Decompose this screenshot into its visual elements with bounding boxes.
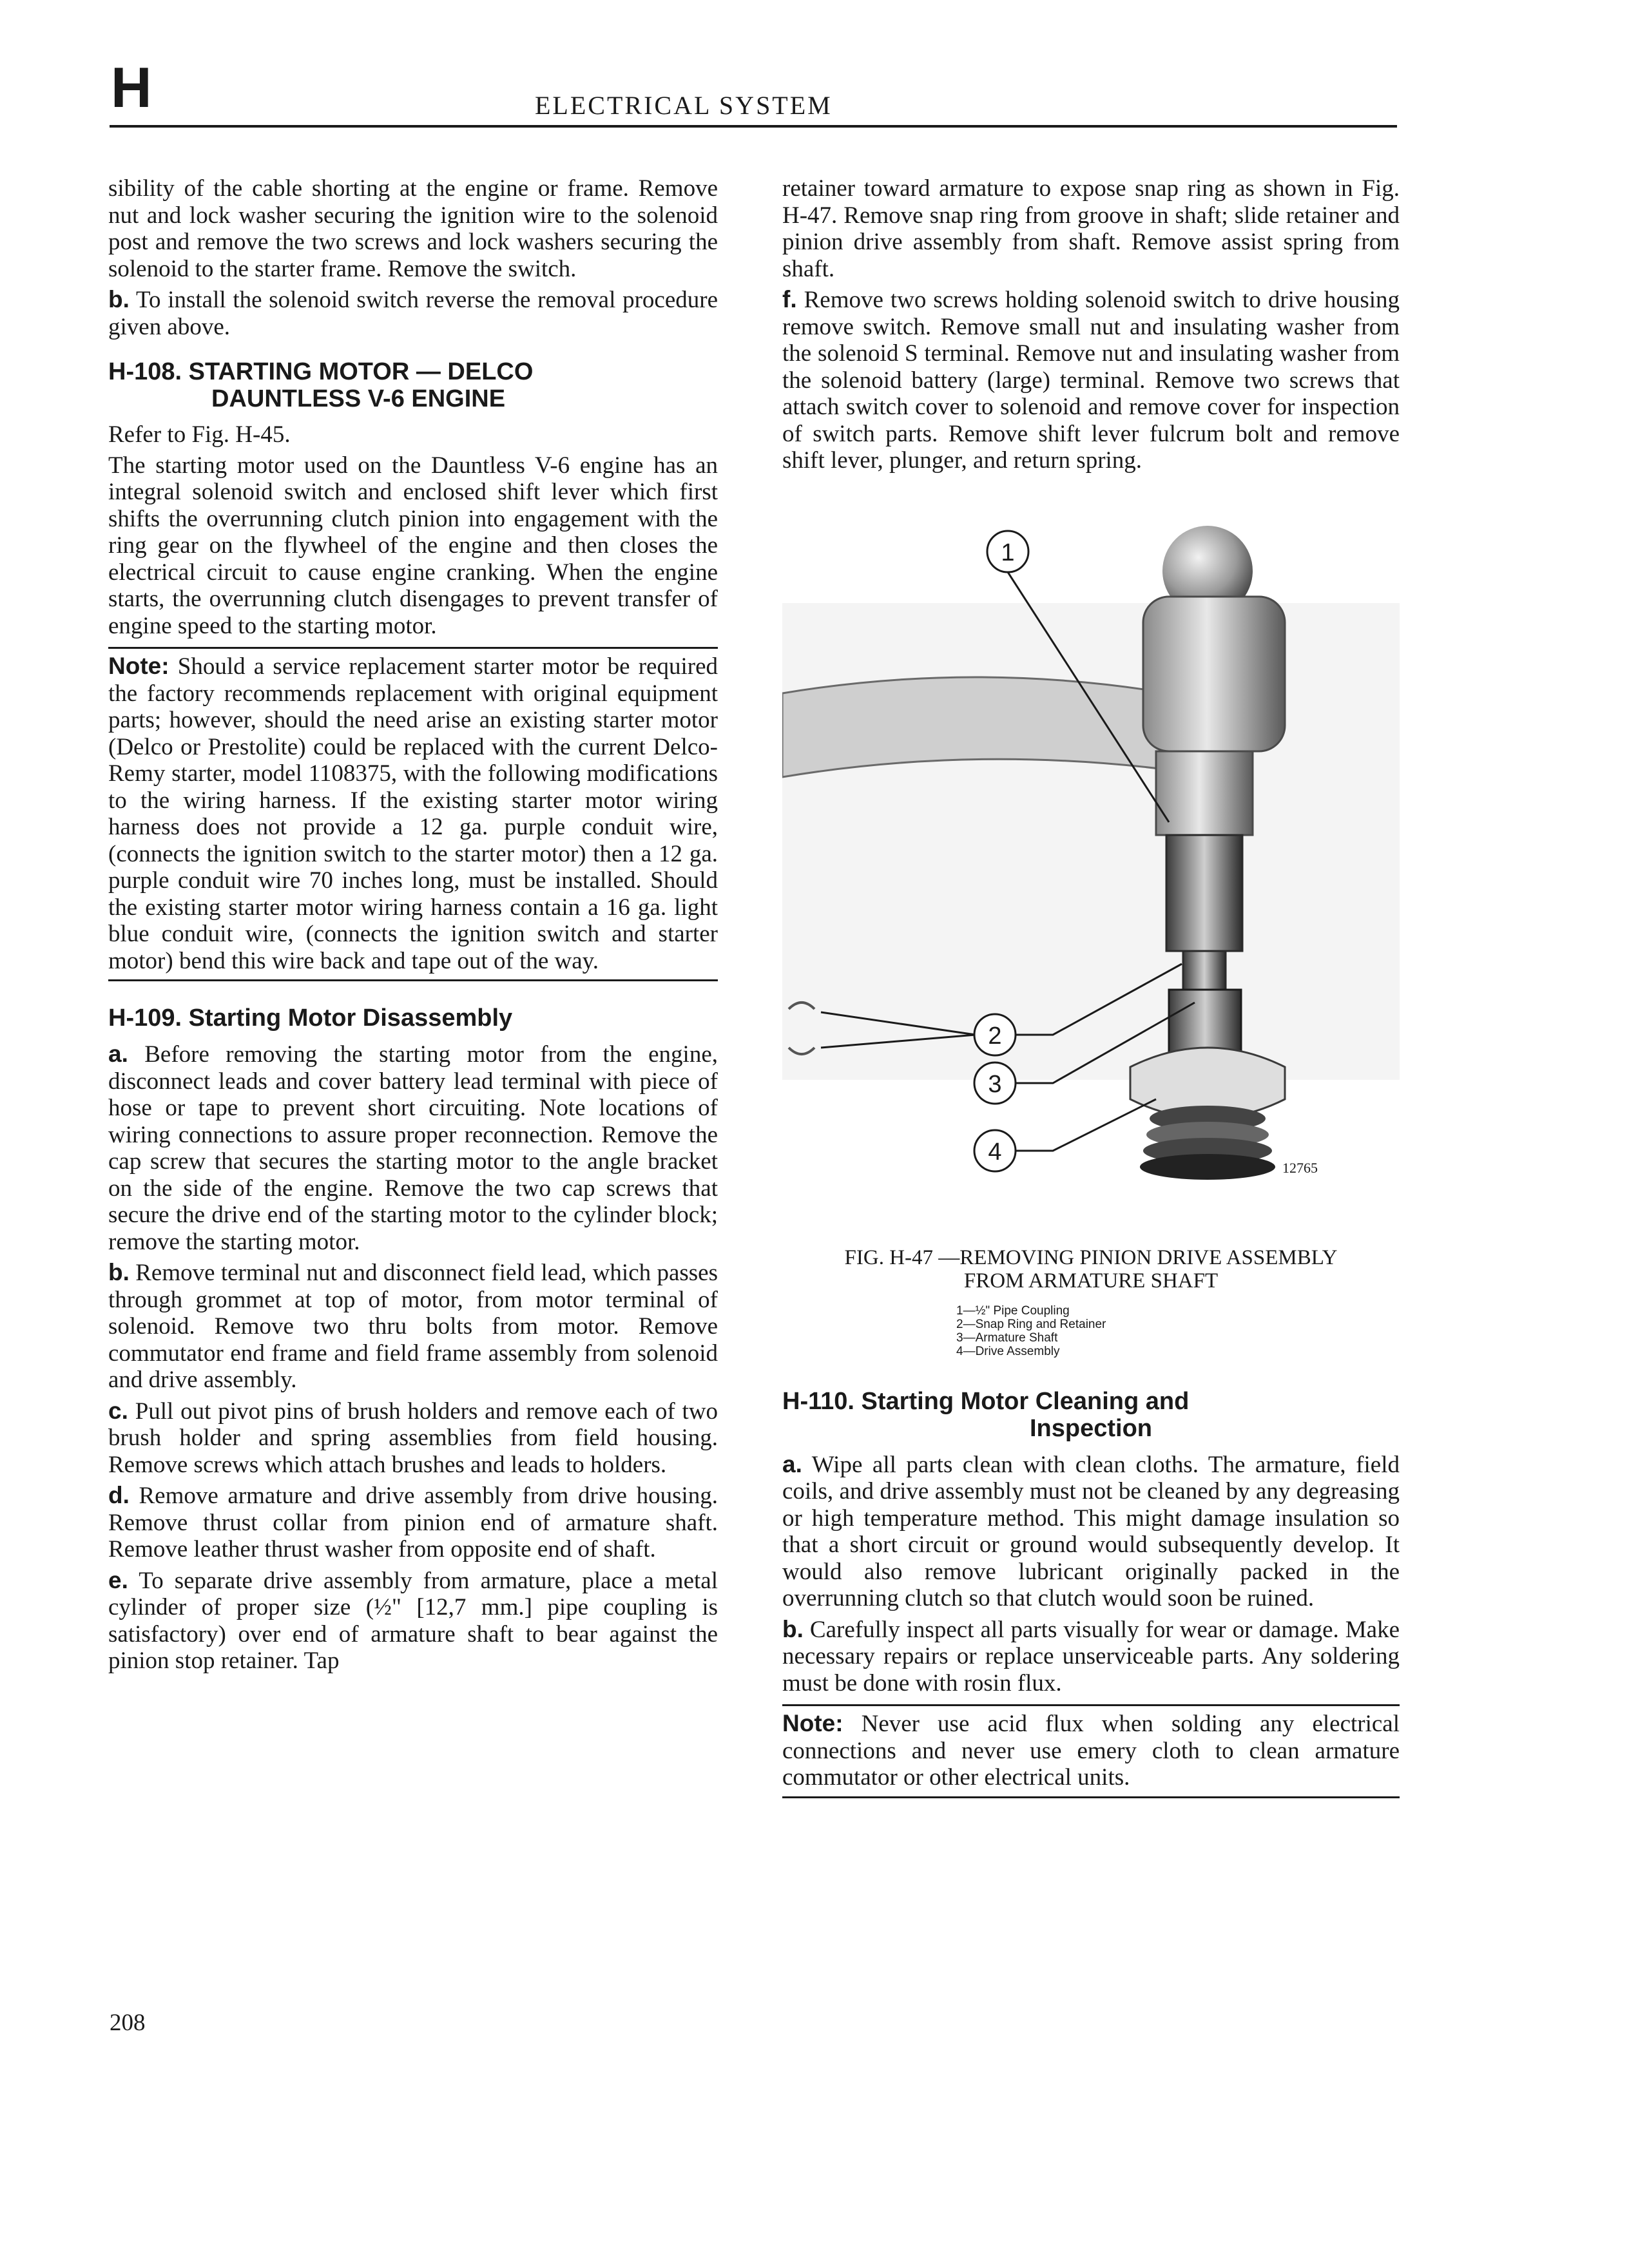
step-text: Remove two screws holding solenoid switch to drive housing remove switch. Remove small nut and insulating washer from the solenoid S terminal. Remove nut and insulating washer from the solenoid battery (large) terminal. Remove two screws that attach switch cover to solenoid and remove cover for inspection of switch parts. Remove shift lever fulcrum bolt and remove shift lever, plunger, and return spring. [782, 287, 1400, 474]
note-box-starter-replacement [108, 647, 718, 981]
left-column [108, 175, 718, 1678]
legend-item: 4—Drive Assembly [956, 1344, 1060, 1358]
step-text: Remove armature and drive assembly from drive housing. Remove thrust collar from pinion end of armature shaft. Remove leather thrust washer from opposite end of shaft. [108, 1483, 718, 1562]
figure-h47-illustration [782, 500, 1400, 1241]
step-text: Pull out pivot pins of brush holders and remove each of two brush holder and spring assemblies from field housing. Remove screws which attach brushes and leads to holders. [108, 1398, 718, 1478]
header-rule [110, 125, 1397, 128]
legend-item: 3—Armature Shaft [956, 1331, 1058, 1345]
step-label: b. [108, 286, 130, 312]
step-label: d. [108, 1482, 130, 1508]
pipe-coupling [1166, 835, 1242, 951]
figure-caption [782, 1246, 1400, 1293]
h109-step-b [108, 1259, 718, 1394]
page-number: 208 [110, 2010, 146, 2036]
step-label: b. [782, 1615, 804, 1642]
step-text: To separate drive assembly from armature, place a metal cylinder of proper size (½" [12,7 mm.] pipe coupling is satisfactory) over end of armature shaft to bear against the pinion stop retainer. Tap [108, 1567, 718, 1674]
h109-step-e [108, 1567, 718, 1675]
right-column [782, 175, 1400, 1811]
callout-2 [974, 1014, 1016, 1055]
step-label: e. [108, 1566, 128, 1593]
leader-line-4 [1014, 1099, 1156, 1151]
hammer-face [1156, 751, 1253, 835]
legend-item: 2—Snap Ring and Retainer [956, 1317, 1106, 1331]
heading-line-1: H-108. STARTING MOTOR — DELCO [108, 358, 534, 385]
step-label: b. [108, 1259, 130, 1285]
step-text: Remove terminal nut and disconnect field lead, which passes through grommet at top of motor, from motor terminal of solenoid. Remove two thru bolts from motor. Remove commutator end frame and field frame assembly from solenoid and drive assembly. [108, 1260, 718, 1393]
step-f [782, 286, 1400, 474]
section-heading-h110 [782, 1388, 1400, 1442]
callout-3 [974, 1062, 1016, 1104]
continued-paragraph: retainer toward armature to expose snap ring as shown in Fig. H-47. Remove snap ring from groove in shaft; slide retainer and pinion drive assembly from shaft. Remove assist spring from shaft. [782, 175, 1400, 282]
heading-line-1: H-110. Starting Motor Cleaning and [782, 1387, 1190, 1415]
step-label: a. [108, 1041, 128, 1067]
caption-line-2: FROM ARMATURE SHAFT [963, 1269, 1219, 1293]
callout-1 [987, 531, 1028, 572]
legend-item: 1—½" Pipe Coupling [956, 1303, 1070, 1318]
section-heading-h109: H-109. Starting Motor Disassembly [108, 1004, 513, 1032]
figure-legend [956, 1304, 1400, 1358]
intro-step-b [108, 286, 718, 340]
heading-line-2: DAUNTLESS V-6 ENGINE [211, 385, 506, 412]
step-text: To install the solenoid switch reverse the removal procedure given above. [108, 287, 718, 340]
pinion-drive-photo [782, 500, 1400, 1241]
step-text: Carefully inspect all parts visually for wear or damage. Make necessary repairs or replace unserviceable parts. Any soldering must be done with rosin flux. [782, 1616, 1400, 1696]
note-text: Should a service replacement starter motor be required the factory recommends replacement with original equipment parts; however, should the need arise an existing starter motor (Delco or Prestolite) could be replaced with the current Delco-Remy starter, model 1108375, with the following modifications to the wiring harness. If the existing starter motor wiring harness does not provide a 12 ga. purple conduit wire, (connects the ignition switch to the starter motor) then a 12 ga. purple conduit wire 70 inches long, must be installed. Should the existing starter motor wiring harness contain a 16 ga. light blue conduit wire, (connects the ignition switch and starter motor) bend this wire back and tape out of the way. [108, 653, 718, 974]
callout-label-1: 1 [1001, 539, 1015, 566]
step-label: c. [108, 1397, 128, 1424]
intro-paragraph: sibility of the cable shorting at the engine or frame. Remove nut and lock washer securing the ignition wire to the solenoid post and remove the two screws and lock washers securing the solenoid to the starter frame. Remove the switch. [108, 175, 718, 282]
step-text: Before removing the starting motor from the engine, disconnect leads and cover battery lead terminal with piece of hose or tape to prevent short circuiting. Note locations of wiring connections to assure proper reconnection. Remove the cap screw that secures the starting motor to the angle bracket on the side of the engine. Remove the two cap screws that secure the drive end of the starting motor to the cylinder block; remove the starting motor. [108, 1041, 718, 1255]
note-box-acid-flux [782, 1704, 1400, 1798]
photo-background [782, 603, 1400, 1080]
h109-step-a [108, 1041, 718, 1255]
figure-number: 12765 [1282, 1159, 1318, 1176]
h110-step-b [782, 1616, 1400, 1697]
page-header-title: ELECTRICAL SYSTEM [535, 91, 833, 120]
hammer-head [1143, 597, 1285, 751]
callout-4 [974, 1130, 1016, 1171]
h109-step-c [108, 1398, 718, 1479]
callout-label-2: 2 [988, 1022, 1002, 1050]
figure-reference: Refer to Fig. H-45. [108, 421, 291, 448]
step-text: Wipe all parts clean with clean cloths. The armature, field coils, and drive assembly must not be cleaned by any degreasing or high temperature method. This might damage insulation so that a short circuit or ground would subsequently develop. It would also remove lubricant originally packed in the overrunning clutch so that clutch would soon be ruined. [782, 1451, 1400, 1611]
h110-step-a [782, 1451, 1400, 1612]
h108-paragraph: The starting motor used on the Dauntless V-6 engine has an integral solenoid switch and enclosed shift lever which first shifts the overrunning clutch pinion into engagement with the ring gear on the flywheel of the engine and then closes the electrical circuit to cause engine cranking. When the engine starts, the overrunning clutch disengages to prevent transfer of engine speed to the starting motor. [108, 452, 718, 639]
note-label: Note: [782, 1710, 843, 1736]
drive-spring [1140, 1106, 1275, 1180]
step-label: a. [782, 1450, 802, 1477]
section-letter: H [111, 55, 152, 119]
note-text: Never use acid flux when solding any electrical connections and never use emery cloth to clean armature commutator or other electrical units. [782, 1711, 1400, 1791]
section-heading-h108 [108, 358, 718, 412]
callout-label-4: 4 [988, 1138, 1002, 1166]
caption-line-1: FIG. H-47 —REMOVING PINION DRIVE ASSEMBLY [844, 1245, 1338, 1269]
callout-label-3: 3 [988, 1070, 1002, 1098]
h109-step-d [108, 1482, 718, 1563]
note-label: Note: [108, 653, 169, 679]
step-label: f. [782, 286, 797, 312]
heading-line-2: Inspection [1029, 1414, 1153, 1442]
